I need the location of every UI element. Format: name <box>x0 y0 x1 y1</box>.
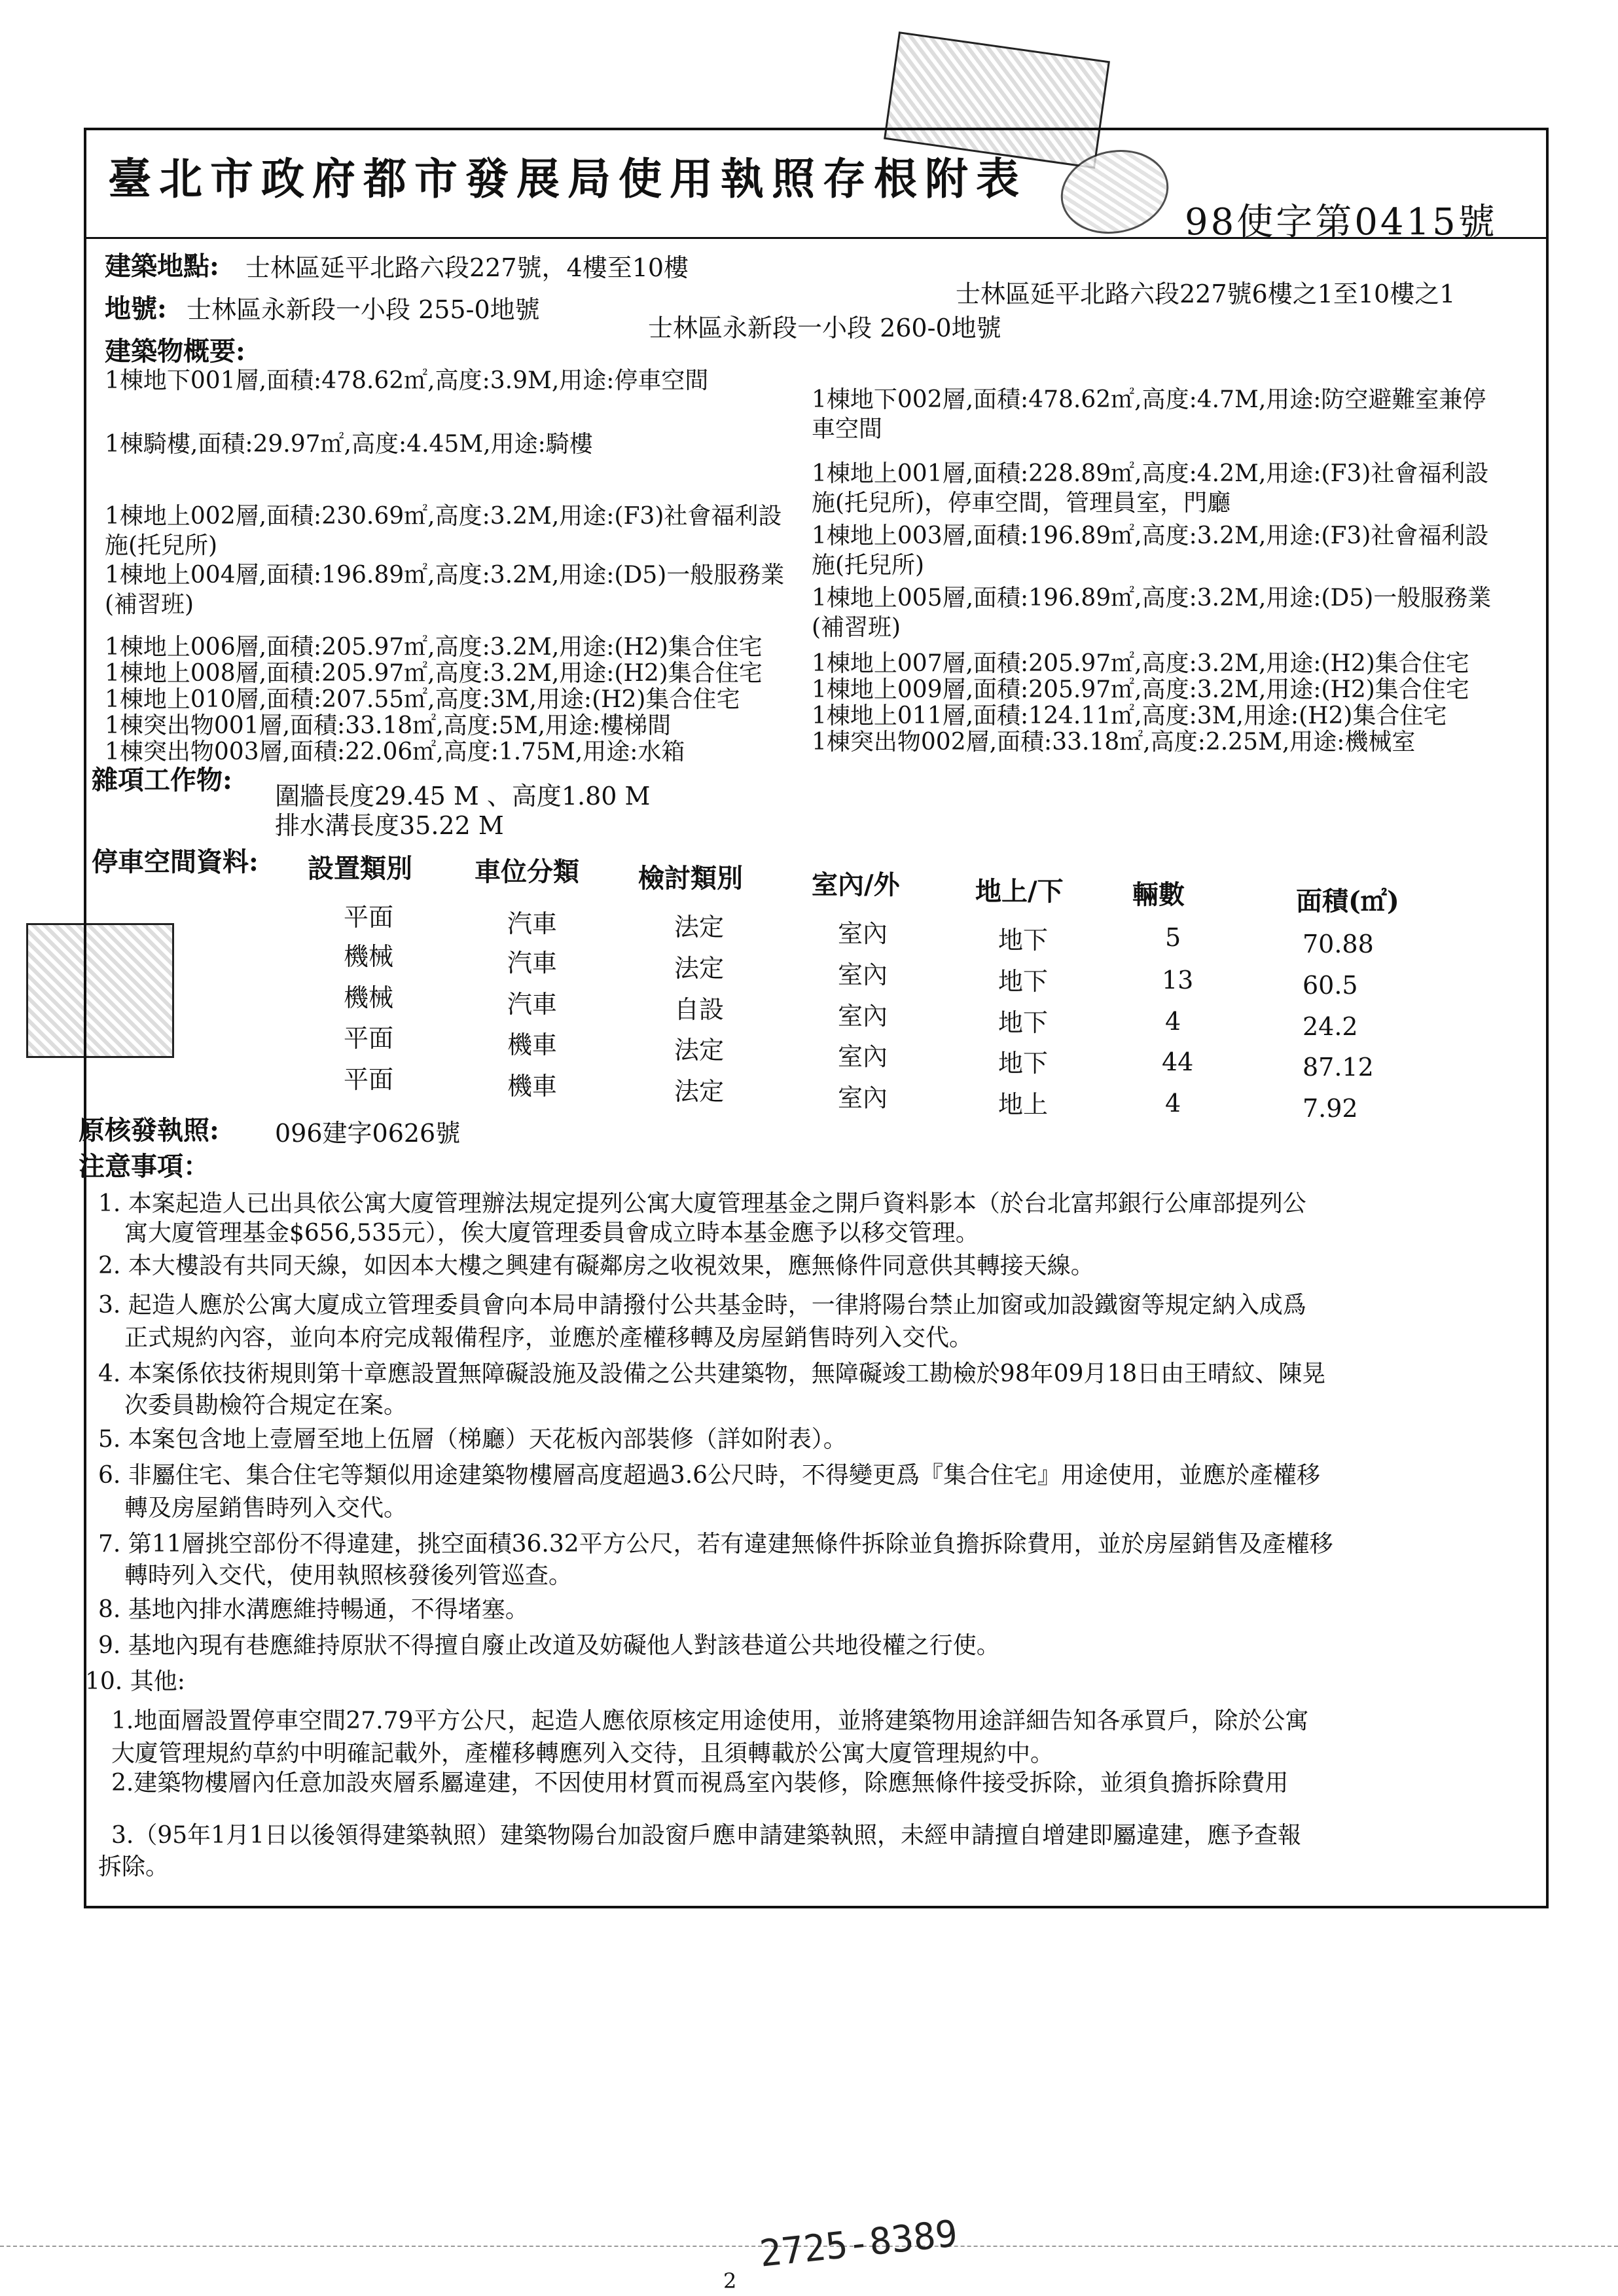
lot-label: 地號: <box>105 293 167 324</box>
location-value-1: 士林區延平北路六段227號，4樓至10樓 <box>245 253 689 282</box>
original-permit-label: 原核發執照: <box>79 1115 219 1146</box>
parking-cell: 4 <box>1165 1007 1181 1036</box>
note-line: 6. 非屬住宅、集合住宅等類似用途建築物樓層高度超過3.6公尺時，不得變更爲『集合住宅』用途使用，並應於產權移 <box>98 1462 1321 1489</box>
parking-cell: 7.92 <box>1303 1094 1358 1123</box>
overview-left-line: 施(托兒所) <box>105 532 218 559</box>
parking-cell: 機械 <box>344 983 394 1012</box>
overview-left-line: 1棟地上010層,面積:207.55㎡,高度:3M,用途:(H2)集合住宅 <box>105 686 740 713</box>
lot-value-1: 士林區永新段一小段 255-0地號 <box>187 295 540 324</box>
parking-cell: 室內 <box>838 1084 888 1112</box>
overview-right-line: 1棟地上005層,面積:196.89㎡,高度:3.2M,用途:(D5)一般服務業 <box>812 585 1492 611</box>
overview-right-line: 1棟地上009層,面積:205.97㎡,高度:3.2M,用途:(H2)集合住宅 <box>812 676 1469 703</box>
parking-cell: 汽車 <box>507 990 558 1019</box>
parking-cell: 法定 <box>674 954 725 983</box>
parking-header: 室內/外 <box>812 869 900 900</box>
note-line: 5. 本案包含地上壹層至地上伍層（梯廳）天花板內部裝修（詳如附表）。 <box>98 1426 847 1453</box>
overview-left-line: 1棟地上006層,面積:205.97㎡,高度:3.2M,用途:(H2)集合住宅 <box>105 634 763 661</box>
parking-cell: 汽車 <box>507 949 558 977</box>
overview-left-line: 1棟地上008層,面積:205.97㎡,高度:3.2M,用途:(H2)集合住宅 <box>105 660 763 687</box>
parking-cell: 平面 <box>344 903 394 932</box>
parking-header: 設置類別 <box>308 853 412 884</box>
page-number: 2 <box>723 2269 737 2293</box>
overview-right-line: 施(托兒所) <box>812 552 925 579</box>
overview-right-line: 車空間 <box>812 416 883 443</box>
parking-header: 輛數 <box>1132 879 1185 910</box>
parking-cell: 法定 <box>674 1077 725 1106</box>
parking-cell: 室內 <box>838 919 888 948</box>
parking-cell: 平面 <box>344 1065 394 1094</box>
note-line: 1.地面層設置停車空間27.79平方公尺，起造人應依原核定用途使用，並將建築物用途詳細告知各承買戶，除於公寓 <box>111 1707 1309 1734</box>
parking-cell: 機車 <box>507 1072 558 1101</box>
parking-cell: 24.2 <box>1303 1012 1358 1041</box>
overview-right-line: 1棟地上007層,面積:205.97㎡,高度:3.2M,用途:(H2)集合住宅 <box>812 650 1469 677</box>
overview-left-line: (補習班) <box>105 591 194 618</box>
note-line: 10. 其他: <box>85 1668 185 1695</box>
note-line: 正式規約內容，並向本府完成報備程序，並應於產權移轉及房屋銷售時列入交代。 <box>124 1324 973 1351</box>
permit-number: 98使字第0415號 <box>1185 201 1498 244</box>
parking-header: 地上/下 <box>975 876 1064 907</box>
note-line: 3.（95年1月1日以後領得建築執照）建築物陽台加設窗戶應申請建築執照，未經申請擅自增建即屬違建，應予查報 <box>111 1822 1301 1849</box>
note-line: 3. 起造人應於公寓大廈成立管理委員會向本局申請撥付公共基金時，一律將陽台禁止加窗或加設鐵窗等規定納入成爲 <box>98 1292 1306 1319</box>
parking-cell: 汽車 <box>507 909 558 938</box>
location-value-2: 士林區延平北路六段227號6樓之1至10樓之1 <box>956 280 1456 308</box>
parking-cell: 機車 <box>507 1030 558 1059</box>
parking-header: 面積(㎡) <box>1296 886 1399 917</box>
parking-cell: 室內 <box>838 1002 888 1030</box>
parking-cell: 室內 <box>838 960 888 989</box>
location-label: 建築地點: <box>105 251 219 282</box>
note-line: 轉及房屋銷售時列入交代。 <box>124 1495 408 1522</box>
note-line: 寓大廈管理基金$656,535元），俟大廈管理委員會成立時本基金應予以移交管理。 <box>124 1220 979 1247</box>
note-line: 大廈管理規約草約中明確記載外，產權移轉應列入交待，且須轉載於公寓大廈管理規約中。 <box>111 1740 1054 1767</box>
parking-header: 車位分類 <box>475 856 579 887</box>
note-line: 2. 本大樓設有共同天線，如因本大樓之興建有礙鄰房之收視效果，應無條件同意供其轉接天線。 <box>98 1252 1094 1279</box>
parking-cell: 5 <box>1165 923 1181 952</box>
note-line: 8. 基地內排水溝應維持暢通，不得堵塞。 <box>98 1596 529 1623</box>
parking-cell: 4 <box>1165 1089 1181 1118</box>
original-permit-value: 096建字0626號 <box>275 1119 461 1148</box>
parking-cell: 地上 <box>998 1090 1049 1119</box>
note-line: 次委員勘檢符合規定在案。 <box>124 1392 408 1419</box>
note-line: 拆除。 <box>98 1853 170 1880</box>
overview-right-line: (補習班) <box>812 614 901 641</box>
parking-cell: 地下 <box>998 1008 1049 1037</box>
parking-cell: 87.12 <box>1303 1053 1374 1082</box>
overview-left-line: 1棟突出物003層,面積:22.06㎡,高度:1.75M,用途:水箱 <box>105 738 685 765</box>
parking-cell: 地下 <box>998 1049 1049 1078</box>
misc-works-line-1: 圍牆長度29.45 M 、高度1.80 M <box>275 782 651 811</box>
overview-left-line: 1棟地上004層,面積:196.89㎡,高度:3.2M,用途:(D5)一般服務業 <box>105 562 785 589</box>
note-line: 2.建築物樓層內任意加設夾層系屬違建，不因使用材質而視爲室內裝修，除應無條件接受拆除，並須負擔拆除費用 <box>111 1770 1289 1796</box>
note-line: 7. 第11層挑空部份不得違建，挑空面積36.32平方公尺，若有違建無條件拆除並負擔拆除費用，並於房屋銷售及產權移 <box>98 1531 1333 1558</box>
notes-label: 注意事項： <box>79 1151 209 1182</box>
overview-right-line: 施(托兒所)，停車空間，管理員室，門廳 <box>812 490 1231 517</box>
overview-left-line: 1棟地下001層,面積:478.62㎡,高度:3.9M,用途:停車空間 <box>105 367 709 394</box>
overview-left-line: 1棟突出物001層,面積:33.18㎡,高度:5M,用途:樓梯間 <box>105 712 672 739</box>
misc-works-line-2: 排水溝長度35.22 M <box>275 811 504 840</box>
overview-right-line: 1棟地上001層,面積:228.89㎡,高度:4.2M,用途:(F3)社會福利設 <box>812 460 1489 487</box>
document-title: 臺北市政府都市發展局使用執照存根附表 <box>108 153 1027 204</box>
parking-cell: 法定 <box>674 1036 725 1065</box>
parking-cell: 法定 <box>674 913 725 941</box>
parking-cell: 44 <box>1162 1048 1194 1076</box>
note-line: 1. 本案起造人已出具依公寓大廈管理辦法規定提列公寓大廈管理基金之開戶資料影本（於台北富邦銀行公庫部提列公 <box>98 1190 1306 1217</box>
overview-left-line: 1棟騎樓,面積:29.97㎡,高度:4.45M,用途:騎樓 <box>105 431 593 458</box>
overview-right-line: 1棟地上011層,面積:124.11㎡,高度:3M,用途:(H2)集合住宅 <box>812 702 1447 729</box>
parking-cell: 13 <box>1162 966 1194 994</box>
overview-right-line: 1棟地上003層,面積:196.89㎡,高度:3.2M,用途:(F3)社會福利設 <box>812 522 1489 549</box>
parking-cell: 室內 <box>838 1042 888 1071</box>
parking-cell: 地下 <box>998 926 1049 955</box>
parking-header: 檢討類別 <box>638 863 743 894</box>
overview-label: 建築物概要: <box>105 336 245 367</box>
parking-label: 停車空間資料: <box>92 847 259 877</box>
overview-left-line: 1棟地上002層,面積:230.69㎡,高度:3.2M,用途:(F3)社會福利設 <box>105 503 782 530</box>
lot-value-2: 士林區永新段一小段 260-0地號 <box>648 314 1001 342</box>
overview-right-line: 1棟地下002層,面積:478.62㎡,高度:4.7M,用途:防空避難室兼停 <box>812 386 1486 413</box>
note-line: 9. 基地內現有巷應維持原狀不得擅自廢止改道及妨礙他人對該巷道公共地役權之行使。 <box>98 1632 1000 1659</box>
parking-cell: 自設 <box>674 995 725 1024</box>
note-line: 4. 本案係依技術規則第十章應設置無障礙設施及設備之公共建築物，無障礙竣工勘檢於98年09月18日由王晴紋、陳晃 <box>98 1360 1326 1387</box>
note-line: 轉時列入交代，使用執照核發後列管巡查。 <box>124 1562 573 1589</box>
misc-works-label: 雜項工作物: <box>92 765 232 795</box>
stamp-number: 2725-8389 <box>757 2212 960 2276</box>
overview-right-line: 1棟突出物002層,面積:33.18㎡,高度:2.25M,用途:機械室 <box>812 729 1416 756</box>
parking-cell: 70.88 <box>1303 930 1374 958</box>
parking-cell: 機械 <box>344 942 394 971</box>
parking-cell: 地下 <box>998 967 1049 996</box>
parking-cell: 平面 <box>344 1024 394 1053</box>
parking-cell: 60.5 <box>1303 971 1358 1000</box>
